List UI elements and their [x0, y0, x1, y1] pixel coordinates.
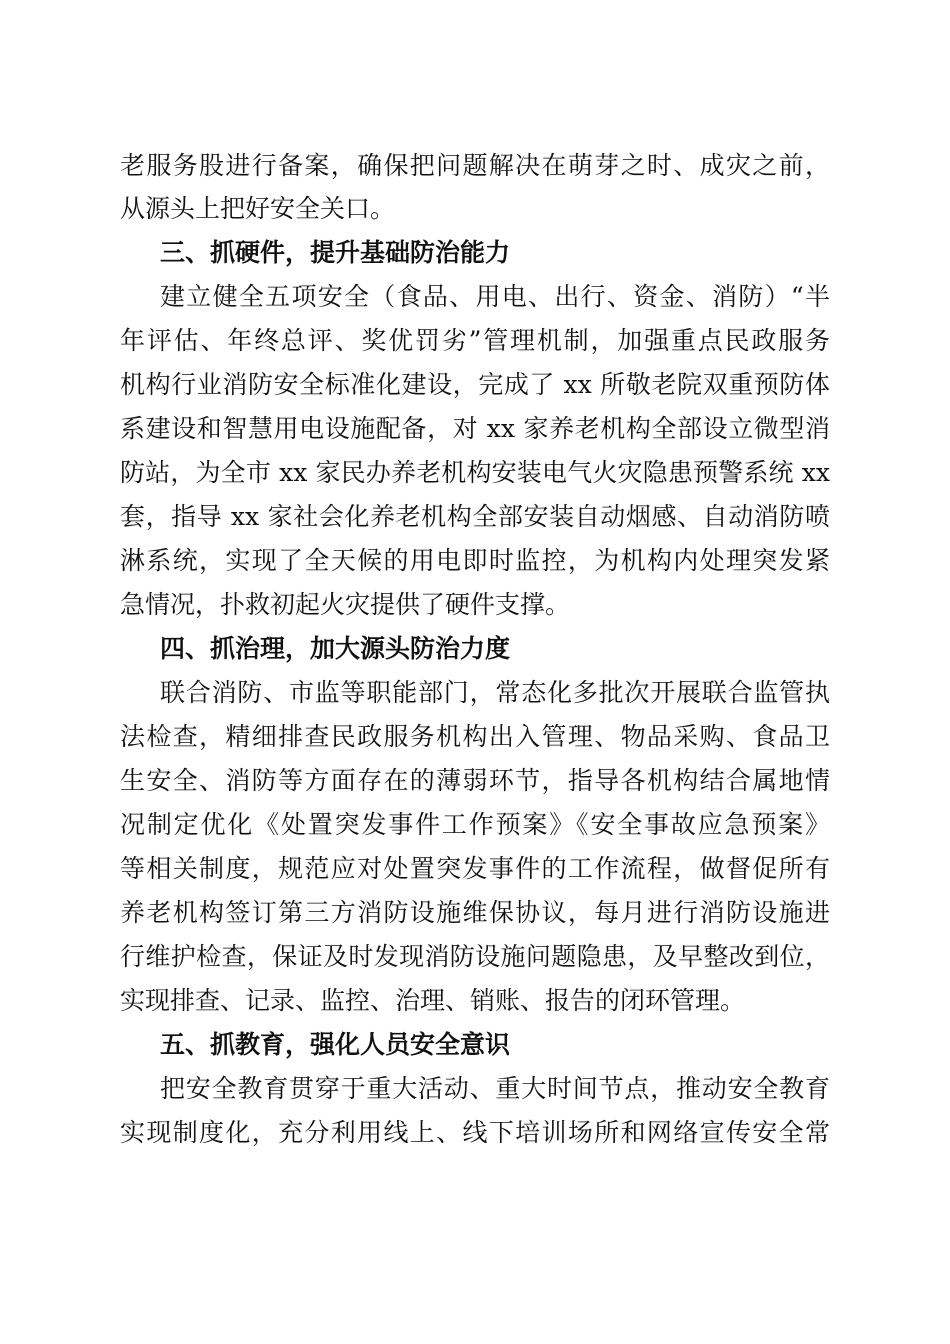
paragraph-line: 从源头上把好安全关口。	[120, 194, 396, 223]
paragraph-line: 急情况，扑救初起火灾提供了硬件支撑。	[120, 590, 571, 619]
paragraph-line: 养老机构签订第三方消防设施维保协议，每月进行消防设施进	[120, 898, 830, 927]
section-heading-3: 三、抓硬件，提升基础防治能力	[160, 238, 511, 267]
paragraph-line: 淋系统，实现了全天候的用电即时监控，为机构内处理突发紧	[120, 546, 830, 575]
paragraph-line: 把安全教育贯穿于重大活动、重大时间节点，推动安全教育	[160, 1074, 830, 1103]
paragraph-line: 实现制度化，充分利用线上、线下培训场所和网络宣传安全常	[120, 1118, 830, 1147]
paragraph-line: 老服务股进行备案，确保把问题解决在萌芽之时、成灾之前，	[120, 151, 830, 180]
paragraph-line: 行维护检查，保证及时发现消防设施问题隐患，及早整改到位，	[120, 942, 830, 971]
paragraph-line: 系建设和智慧用电设施配备，对 xx 家养老机构全部设立微型消	[120, 414, 830, 443]
section-heading-5: 五、抓教育，强化人员安全意识	[160, 1030, 511, 1059]
paragraph-line: 况制定优化《处置突发事件工作预案》《安全事故应急预案》	[120, 810, 830, 839]
paragraph-line: 法检查，精细排查民政服务机构出入管理、物品采购、食品卫	[120, 722, 830, 751]
paragraph-line: 生安全、消防等方面存在的薄弱环节，指导各机构结合属地情	[120, 766, 830, 795]
paragraph-line: 机构行业消防安全标准化建设，完成了 xx 所敬老院双重预防体	[120, 370, 830, 399]
paragraph-line: 年评估、年终总评、奖优罚劣”管理机制，加强重点民政服务	[120, 326, 830, 355]
section-heading-4: 四、抓治理，加大源头防治力度	[160, 634, 511, 663]
paragraph-line: 套，指导 xx 家社会化养老机构全部安装自动烟感、自动消防喷	[120, 502, 830, 531]
paragraph-line: 联合消防、市监等职能部门，常态化多批次开展联合监管执	[160, 678, 830, 707]
paragraph-line: 实现排查、记录、监控、治理、销账、报告的闭环管理。	[120, 986, 746, 1015]
paragraph-line: 等相关制度，规范应对处置突发事件的工作流程，做督促所有	[120, 854, 830, 883]
paragraph-line: 防站，为全市 xx 家民办养老机构安装电气火灾隐患预警系统 xx	[120, 458, 830, 487]
paragraph-line: 建立健全五项安全（食品、用电、出行、资金、消防）“半	[160, 282, 830, 311]
